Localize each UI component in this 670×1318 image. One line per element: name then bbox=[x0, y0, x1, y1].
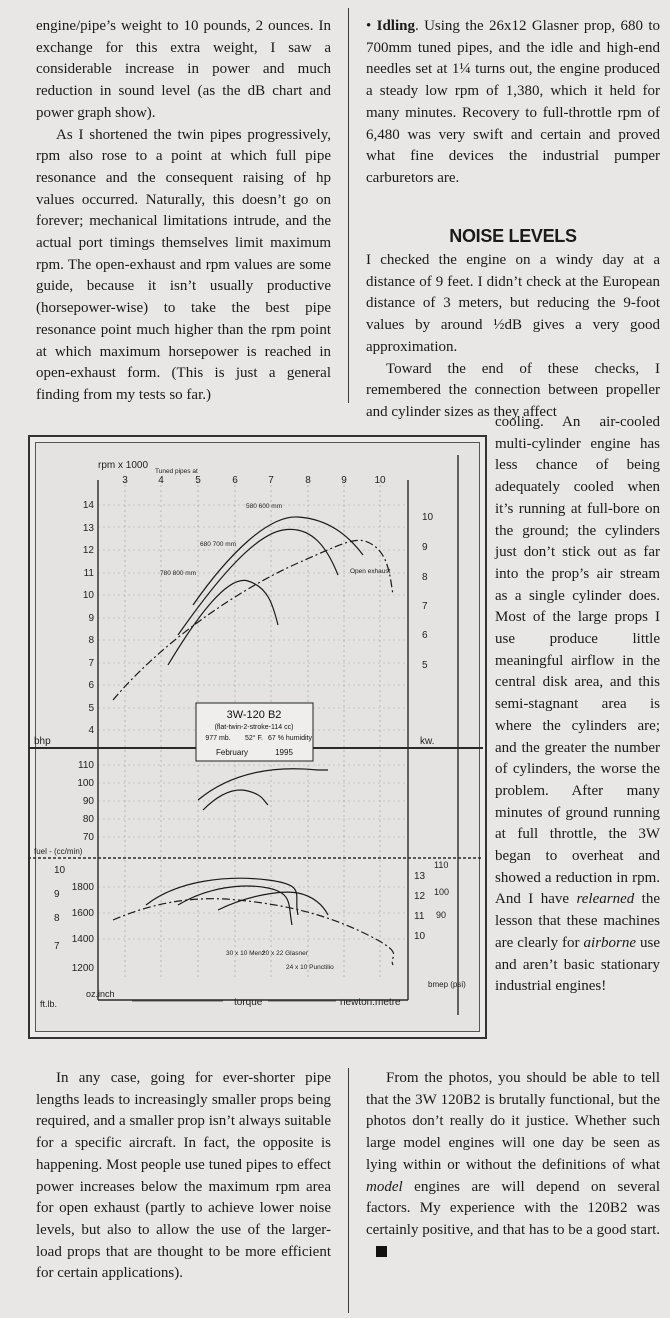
svg-text:9: 9 bbox=[341, 475, 347, 486]
emphasis: airborne bbox=[583, 934, 637, 951]
svg-text:7: 7 bbox=[268, 475, 274, 486]
svg-text:7: 7 bbox=[54, 941, 60, 952]
curve-open-exhaust bbox=[113, 540, 393, 700]
svg-text:4: 4 bbox=[88, 725, 94, 736]
svg-text:3W-120 B2: 3W-120 B2 bbox=[226, 709, 282, 721]
svg-text:67 % humidity: 67 % humidity bbox=[268, 735, 312, 742]
fuel-label: fuel - (cc/min) bbox=[34, 847, 83, 856]
svg-text:110: 110 bbox=[434, 860, 449, 870]
svg-text:14: 14 bbox=[82, 500, 94, 511]
right-column-bottom bbox=[366, 1068, 660, 1263]
svg-text:7: 7 bbox=[88, 658, 94, 669]
svg-text:20 x 22 Glasner: 20 x 22 Glasner bbox=[262, 950, 308, 957]
svg-text:1800: 1800 bbox=[71, 882, 94, 893]
fuel-tick-labels bbox=[77, 760, 94, 843]
svg-text:110: 110 bbox=[78, 760, 94, 771]
svg-text:1995: 1995 bbox=[275, 748, 293, 757]
svg-text:680 700 mm: 680 700 mm bbox=[200, 541, 237, 548]
svg-text:Tuned pipes at: Tuned pipes at bbox=[155, 468, 198, 475]
svg-text:1200: 1200 bbox=[71, 963, 94, 974]
svg-text:Open exhaust: Open exhaust bbox=[350, 568, 391, 575]
end-of-article-mark bbox=[376, 1246, 387, 1257]
rpm-tick-labels bbox=[122, 475, 386, 486]
svg-text:10: 10 bbox=[374, 475, 386, 486]
wrapped-paragraph bbox=[495, 412, 660, 998]
bmep-label: bmep (psi) bbox=[428, 980, 466, 989]
idling-text: . Using the 26x12 Glasner prop, 680 to 700mm tuned pipes, and the idle and high-end needles set at 1¼ turns out, the engine produced a steady low rpm of 1,380, which it held for many minutes. Recovery to full-throttle rpm of 6,480 was very swift and certain and proved what fine devices the industrial pumper carburetors are. bbox=[366, 18, 660, 186]
paragraph: From the photos, you should be able to tell that the 3W 120B2 is brutally functional, but the photos don’t really do it justice. Whether such large model engines will one day be seen as lying within or without the definitions of what model engines are will depend on several factors. My experience with the 120B2 was certainly positive, and that has to be a good start. bbox=[366, 1068, 660, 1263]
svg-text:8: 8 bbox=[54, 913, 60, 924]
svg-text:10: 10 bbox=[422, 512, 434, 523]
torque-ozin-tick-labels bbox=[72, 882, 95, 974]
svg-text:13: 13 bbox=[82, 523, 94, 534]
curve-780 bbox=[168, 580, 278, 665]
newton-label: newton.metre bbox=[340, 997, 401, 1008]
svg-text:70: 70 bbox=[82, 832, 94, 843]
paragraph: Toward the end of these checks, I remembered the connection between propeller and cylinder sizes as they affect bbox=[366, 360, 660, 420]
noise-section bbox=[366, 250, 660, 424]
svg-text:780 800 mm: 780 800 mm bbox=[160, 570, 197, 577]
svg-text:90: 90 bbox=[436, 910, 447, 920]
emphasis: relearned bbox=[576, 891, 635, 908]
svg-text:5: 5 bbox=[422, 660, 428, 671]
svg-text:12: 12 bbox=[414, 891, 426, 902]
right-column-top bbox=[366, 16, 660, 190]
performance-graph bbox=[28, 435, 483, 1035]
svg-text:1400: 1400 bbox=[71, 934, 94, 945]
svg-text:4: 4 bbox=[158, 475, 164, 486]
paragraph: I checked the engine on a windy day at a distance of 9 feet. I didn’t check at the European distance of 3 meters, but reducing the 9-foot values by around ½dB gives a very good approximation. bbox=[366, 252, 660, 355]
svg-text:10: 10 bbox=[54, 865, 66, 876]
fuel-curve-2 bbox=[203, 790, 268, 810]
svg-text:13: 13 bbox=[414, 871, 426, 882]
paragraph: cooling. An air-cooled multi-cylinder engine has less chance of being adequately cooled when it’s running at full-bore on the ground; the cylinders just don’t stick out as far into the prop’s air stream as a single cylinder does. Most of the large props I use produce little meaningful airflow in the central disk area, and this semi-stagnant area is where the cylinders are; and the greater the number of cylinders, the worse the problem. After many minutes of ground running at full throttle, the 3W began to overheat and showed a reduction in rpm. And I have relearned the lesson that these machines are clearly for airborne use and aren’t basic stationary industrial engines! bbox=[495, 414, 660, 995]
svg-text:90: 90 bbox=[82, 796, 94, 807]
svg-text:24 x 10 Punctilio: 24 x 10 Punctilio bbox=[286, 964, 334, 971]
svg-text:6: 6 bbox=[422, 630, 428, 641]
svg-text:100: 100 bbox=[77, 778, 94, 789]
svg-text:9: 9 bbox=[54, 889, 60, 900]
ozinch-label: oz.inch bbox=[86, 989, 115, 999]
kw-label: kw. bbox=[420, 736, 435, 747]
svg-text:52° F.: 52° F. bbox=[245, 735, 263, 742]
svg-text:February: February bbox=[215, 748, 249, 757]
fuel-curve-1 bbox=[198, 769, 328, 800]
bhp-label: bhp bbox=[34, 736, 51, 747]
svg-text:6: 6 bbox=[232, 475, 238, 486]
column-divider bbox=[348, 1068, 349, 1313]
svg-text:12: 12 bbox=[82, 545, 94, 556]
svg-text:977 mb.: 977 mb. bbox=[205, 735, 231, 742]
svg-text:10: 10 bbox=[414, 931, 426, 942]
svg-text:9: 9 bbox=[88, 613, 94, 624]
left-column-bottom bbox=[36, 1068, 331, 1285]
bhp-tick-labels bbox=[83, 500, 95, 736]
curve-580 bbox=[193, 517, 363, 605]
torque-ftlb-tick-labels bbox=[54, 865, 66, 952]
rpm-axis-label: rpm x 1000 bbox=[98, 460, 149, 471]
kw-tick-labels bbox=[422, 512, 434, 671]
svg-text:11: 11 bbox=[414, 911, 425, 922]
torque-curve-3 bbox=[218, 892, 328, 915]
svg-text:(flat-twin-2-stroke-114 cc): (flat-twin-2-stroke-114 cc) bbox=[214, 724, 294, 731]
svg-text:100: 100 bbox=[434, 887, 450, 897]
svg-text:30 x 10 Menz: 30 x 10 Menz bbox=[226, 950, 266, 957]
legend-box bbox=[196, 703, 313, 761]
torque-label: torque bbox=[234, 997, 263, 1008]
paragraph: As I shortened the twin pipes progressively, rpm also rose to a point at which full pipe resonance and the consequent raising of hp values occurred. Naturally, this doesn’t go on forever; mechanical limitations intrude, and the actual port timings themselves limit maximum rpm. The open-exhaust and rpm values are some guide, because it isn’t usually productive (horsepower-wise) to take the best pipe resonance point much higher than the rpm point at which maximum horsepower is reached in open-exhaust form. (This is just a general finding from my tests so far.) bbox=[36, 126, 331, 403]
svg-text:8: 8 bbox=[422, 572, 428, 583]
svg-text:1600: 1600 bbox=[71, 908, 94, 919]
torque-nm-tick-labels bbox=[414, 871, 426, 942]
svg-text:5: 5 bbox=[195, 475, 201, 486]
svg-text:10: 10 bbox=[82, 590, 94, 601]
svg-text:11: 11 bbox=[83, 568, 94, 579]
paragraph: In any case, going for ever-shorter pipe lengths leads to increasingly smaller props being required, and a smaller prop isn’t always suitable for a specific aircraft. In fact, the opposite is happening. Most people use tuned pipes to effect power increases below the maximum rpm area for open exhaust (partly to achieve lower noise levels, but also to allow the use of the larger-load props that are thought to be more efficient for certain applications). bbox=[36, 1070, 331, 1282]
paragraph: • Idling. Using the 26x12 Glasner prop, 680 to 700mm tuned pipes, and the idle and high-end needles set at 1¼ turns out, the engine produced a steady low rpm of 1,380, which it held for many minutes. Recovery to full-throttle rpm of 6,480 was very swift and certain and proved what fine devices the industrial pumper carburetors are. bbox=[366, 18, 660, 186]
torque-curve-1 bbox=[146, 878, 298, 915]
left-column-top bbox=[36, 16, 331, 407]
bmep-tick-labels bbox=[434, 860, 449, 920]
svg-text:7: 7 bbox=[422, 601, 428, 612]
svg-text:3: 3 bbox=[122, 475, 128, 486]
svg-text:9: 9 bbox=[422, 542, 428, 553]
svg-text:6: 6 bbox=[88, 680, 94, 691]
svg-text:8: 8 bbox=[88, 635, 94, 646]
noise-levels-heading: NOISE LEVELS bbox=[449, 226, 577, 246]
svg-text:580 600 mm: 580 600 mm bbox=[246, 503, 283, 510]
paragraph: engine/pipe’s weight to 10 pounds, 2 ounces. In exchange for this extra weight, I saw a considerable increase in power and much reduction in sound level (as the dB chart and power graph show). bbox=[36, 18, 331, 121]
emphasis: model bbox=[366, 1178, 403, 1195]
svg-text:5: 5 bbox=[88, 703, 94, 714]
ftlb-label: ft.lb. bbox=[40, 999, 58, 1009]
svg-text:80: 80 bbox=[82, 814, 94, 825]
svg-text:8: 8 bbox=[305, 475, 311, 486]
column-divider bbox=[348, 8, 349, 403]
idling-label: Idling bbox=[376, 18, 415, 34]
